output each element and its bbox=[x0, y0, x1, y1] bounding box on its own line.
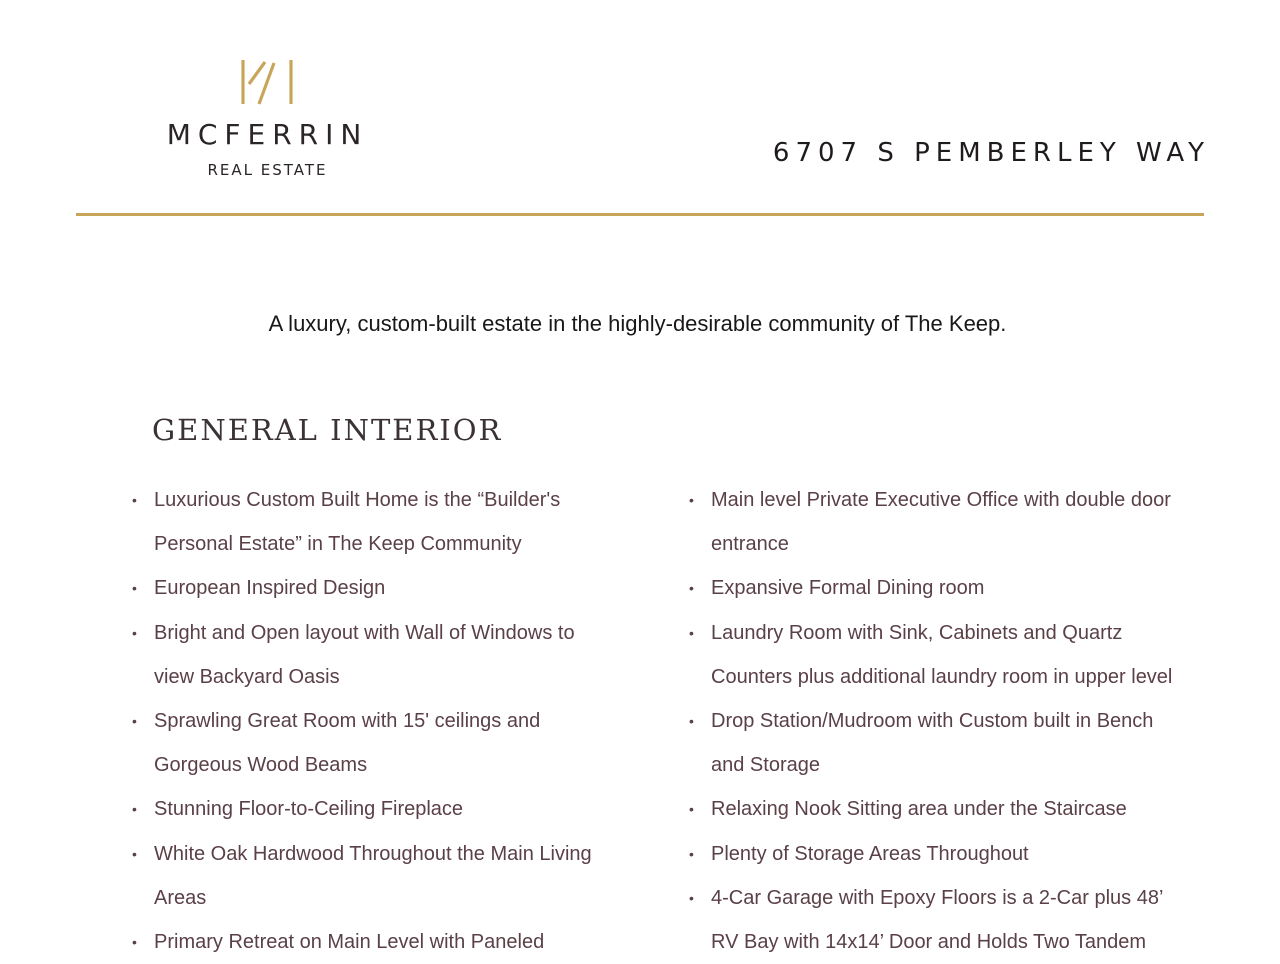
feature-text: Drop Station/Mudroom with Custom built in Bench and Storage bbox=[711, 710, 1154, 777]
feature-text: Sprawling Great Room with 15' ceilings and Gorgeous Wood Beams bbox=[154, 710, 541, 777]
feature-text: 4-Car Garage with Epoxy Floors is a 2-Car plus 48’ RV Bay with 14x14’ Door and Holds Two Tandem bbox=[711, 886, 1163, 954]
feature-list-item bbox=[687, 787, 1187, 831]
logo-company-name: MCFERRIN bbox=[166, 118, 369, 151]
company-logo bbox=[140, 58, 395, 184]
feature-list-item bbox=[130, 832, 600, 920]
bullet-icon: • bbox=[132, 713, 137, 730]
feature-list-item bbox=[130, 787, 600, 831]
tagline: A luxury, custom-built estate in the highly-desirable community of The Keep. bbox=[268, 311, 1007, 336]
feature-list-right bbox=[687, 478, 1187, 964]
feature-text: Relaxing Nook Sitting area under the Staircase bbox=[711, 798, 1127, 821]
feature-list-item bbox=[130, 920, 600, 964]
feature-text: European Inspired Design bbox=[154, 577, 386, 600]
bullet-icon: • bbox=[689, 801, 694, 818]
feature-text: Stunning Floor-to-Ceiling Fireplace bbox=[154, 798, 464, 821]
bullet-icon: • bbox=[689, 492, 694, 508]
feature-text: White Oak Hardwood Throughout the Main Living Areas bbox=[154, 842, 592, 909]
feature-text: Bright and Open layout with Wall of Windows to view Backyard Oasis bbox=[154, 621, 575, 688]
feature-text: Primary Retreat on Main Level with Paneled bbox=[154, 931, 545, 954]
feature-text: Plenty of Storage Areas Throughout bbox=[711, 842, 1029, 865]
feature-list-item bbox=[687, 566, 1187, 610]
feature-list-item bbox=[687, 611, 1187, 699]
bullet-icon: • bbox=[689, 624, 694, 641]
feature-list-item bbox=[687, 876, 1187, 964]
section-title: GENERAL INTERIOR bbox=[152, 413, 503, 447]
bullet-icon: • bbox=[132, 624, 137, 641]
feature-list-item bbox=[687, 478, 1187, 566]
feature-list-item bbox=[687, 699, 1187, 787]
feature-list-item bbox=[130, 566, 600, 610]
bullet-icon: • bbox=[132, 934, 137, 951]
feature-text: Luxurious Custom Built Home is the “Builder's Personal Estate” in The Keep Community bbox=[154, 489, 561, 556]
feature-list-item bbox=[687, 832, 1187, 876]
bullet-icon: • bbox=[689, 713, 694, 730]
header-divider bbox=[76, 213, 1204, 216]
feature-text: Expansive Formal Dining room bbox=[711, 577, 985, 600]
property-address: 6707 S PEMBERLEY WAY bbox=[772, 138, 1210, 168]
feature-text: Laundry Room with Sink, Cabinets and Quartz Counters plus additional laundry room in upper level bbox=[711, 621, 1173, 688]
bullet-icon: • bbox=[132, 580, 137, 597]
feature-text: Main level Private Executive Office with double door entrance bbox=[711, 489, 1171, 556]
bullet-icon: • bbox=[689, 845, 694, 862]
bullet-icon: • bbox=[689, 580, 694, 597]
bullet-icon: • bbox=[132, 845, 137, 862]
bullet-icon: • bbox=[132, 801, 137, 818]
feature-list-left bbox=[130, 478, 600, 964]
bullet-icon: • bbox=[689, 889, 694, 906]
bullet-icon: • bbox=[132, 492, 137, 508]
feature-list-item bbox=[130, 699, 600, 787]
logo-company-subtitle: REAL ESTATE bbox=[207, 161, 328, 179]
feature-list-item bbox=[130, 611, 600, 699]
feature-list-item bbox=[130, 478, 600, 566]
logo-monogram-icon bbox=[238, 58, 298, 108]
